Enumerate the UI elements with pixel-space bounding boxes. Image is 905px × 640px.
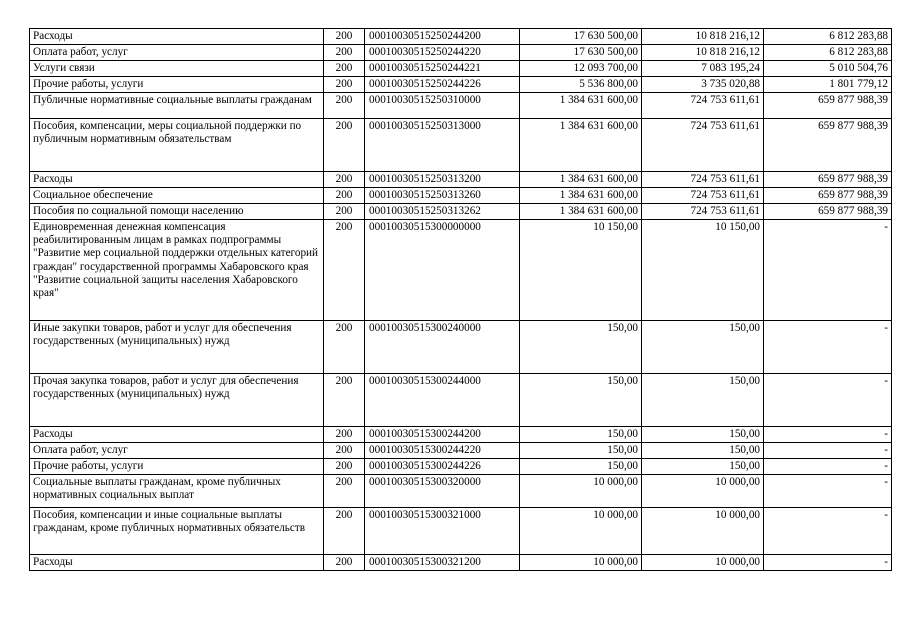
- line-code-cell: 200: [324, 508, 365, 555]
- line-code-cell: 200: [324, 475, 365, 508]
- line-code-cell: 200: [324, 374, 365, 427]
- budget-code-cell: 00010030515250244221: [365, 61, 520, 77]
- line-code-cell: 200: [324, 459, 365, 475]
- approved-amount-cell: 10 150,00: [520, 220, 642, 321]
- item-name-cell: Социальные выплаты гражданам, кроме публичных нормативных социальных выплат: [30, 475, 324, 508]
- approved-amount-cell: 150,00: [520, 443, 642, 459]
- budget-execution-sheet: [29, 28, 892, 571]
- table-body: [30, 29, 892, 571]
- table-row: [30, 374, 892, 427]
- unexecuted-amount-cell: 659 877 988,39: [764, 172, 892, 188]
- budget-code-cell: 00010030515250313262: [365, 204, 520, 220]
- item-name-cell: Расходы: [30, 172, 324, 188]
- item-name-cell: Пособия по социальной помощи населению: [30, 204, 324, 220]
- line-code-cell: 200: [324, 427, 365, 443]
- unexecuted-amount-cell: 659 877 988,39: [764, 204, 892, 220]
- line-code-cell: 200: [324, 443, 365, 459]
- table-row: [30, 204, 892, 220]
- unexecuted-amount-cell: -: [764, 374, 892, 427]
- approved-amount-cell: 1 384 631 600,00: [520, 204, 642, 220]
- executed-amount-cell: 150,00: [642, 459, 764, 475]
- approved-amount-cell: 150,00: [520, 374, 642, 427]
- executed-amount-cell: 150,00: [642, 443, 764, 459]
- unexecuted-amount-cell: -: [764, 459, 892, 475]
- unexecuted-amount-cell: -: [764, 508, 892, 555]
- line-code-cell: 200: [324, 172, 365, 188]
- budget-code-cell: 00010030515300244200: [365, 427, 520, 443]
- executed-amount-cell: 10 150,00: [642, 220, 764, 321]
- table-row: [30, 61, 892, 77]
- executed-amount-cell: 724 753 611,61: [642, 93, 764, 119]
- approved-amount-cell: 10 000,00: [520, 508, 642, 555]
- executed-amount-cell: 724 753 611,61: [642, 204, 764, 220]
- item-name-cell: Публичные нормативные социальные выплаты гражданам: [30, 93, 324, 119]
- item-name-cell: Пособия, компенсации, меры социальной поддержки по публичным нормативным обязательствам: [30, 119, 324, 172]
- unexecuted-amount-cell: 659 877 988,39: [764, 93, 892, 119]
- item-name-cell: Оплата работ, услуг: [30, 443, 324, 459]
- budget-code-cell: 00010030515250313260: [365, 188, 520, 204]
- budget-expenses-table: [29, 28, 892, 571]
- approved-amount-cell: 10 000,00: [520, 555, 642, 571]
- approved-amount-cell: 10 000,00: [520, 475, 642, 508]
- budget-code-cell: 00010030515250313200: [365, 172, 520, 188]
- executed-amount-cell: 10 818 216,12: [642, 29, 764, 45]
- executed-amount-cell: 724 753 611,61: [642, 119, 764, 172]
- table-row: [30, 321, 892, 374]
- executed-amount-cell: 150,00: [642, 321, 764, 374]
- line-code-cell: 200: [324, 119, 365, 172]
- table-row: [30, 29, 892, 45]
- table-row: [30, 443, 892, 459]
- executed-amount-cell: 150,00: [642, 427, 764, 443]
- budget-code-cell: 00010030515300244000: [365, 374, 520, 427]
- item-name-cell: Расходы: [30, 29, 324, 45]
- table-row: [30, 45, 892, 61]
- item-name-cell: Пособия, компенсации и иные социальные выплаты гражданам, кроме публичных нормативных обязательств: [30, 508, 324, 555]
- item-name-cell: Расходы: [30, 427, 324, 443]
- table-row: [30, 508, 892, 555]
- executed-amount-cell: 7 083 195,24: [642, 61, 764, 77]
- budget-code-cell: 00010030515300244226: [365, 459, 520, 475]
- approved-amount-cell: 1 384 631 600,00: [520, 93, 642, 119]
- item-name-cell: Расходы: [30, 555, 324, 571]
- budget-code-cell: 00010030515300321000: [365, 508, 520, 555]
- budget-code-cell: 00010030515300244220: [365, 443, 520, 459]
- line-code-cell: 200: [324, 77, 365, 93]
- budget-code-cell: 00010030515300321200: [365, 555, 520, 571]
- line-code-cell: 200: [324, 321, 365, 374]
- item-name-cell: Прочие работы, услуги: [30, 77, 324, 93]
- approved-amount-cell: 1 384 631 600,00: [520, 119, 642, 172]
- approved-amount-cell: 1 384 631 600,00: [520, 188, 642, 204]
- executed-amount-cell: 724 753 611,61: [642, 188, 764, 204]
- budget-code-cell: 00010030515250244220: [365, 45, 520, 61]
- line-code-cell: 200: [324, 61, 365, 77]
- unexecuted-amount-cell: -: [764, 220, 892, 321]
- approved-amount-cell: 5 536 800,00: [520, 77, 642, 93]
- item-name-cell: Оплата работ, услуг: [30, 45, 324, 61]
- table-row: [30, 119, 892, 172]
- unexecuted-amount-cell: -: [764, 321, 892, 374]
- budget-code-cell: 00010030515250313000: [365, 119, 520, 172]
- approved-amount-cell: 150,00: [520, 459, 642, 475]
- item-name-cell: Прочие работы, услуги: [30, 459, 324, 475]
- executed-amount-cell: 10 818 216,12: [642, 45, 764, 61]
- item-name-cell: Единовременная денежная компенсация реабилитированным лицам в рамках подпрограммы "Развитие мер социальной поддержки отдельных категорий граждан" государственной программы Хабаровского края "Развитие социальной защиты населения Хабаровского края": [30, 220, 324, 321]
- line-code-cell: 200: [324, 220, 365, 321]
- executed-amount-cell: 10 000,00: [642, 475, 764, 508]
- approved-amount-cell: 150,00: [520, 427, 642, 443]
- table-row: [30, 172, 892, 188]
- unexecuted-amount-cell: 1 801 779,12: [764, 77, 892, 93]
- unexecuted-amount-cell: 6 812 283,88: [764, 45, 892, 61]
- unexecuted-amount-cell: 5 010 504,76: [764, 61, 892, 77]
- budget-code-cell: 00010030515250244200: [365, 29, 520, 45]
- budget-code-cell: 00010030515250244226: [365, 77, 520, 93]
- unexecuted-amount-cell: -: [764, 443, 892, 459]
- item-name-cell: Социальное обеспечение: [30, 188, 324, 204]
- line-code-cell: 200: [324, 45, 365, 61]
- line-code-cell: 200: [324, 93, 365, 119]
- budget-code-cell: 00010030515300240000: [365, 321, 520, 374]
- table-row: [30, 555, 892, 571]
- budget-code-cell: 00010030515250310000: [365, 93, 520, 119]
- table-row: [30, 77, 892, 93]
- table-row: [30, 427, 892, 443]
- item-name-cell: Иные закупки товаров, работ и услуг для обеспечения государственных (муниципальных) нужд: [30, 321, 324, 374]
- table-row: [30, 93, 892, 119]
- budget-code-cell: 00010030515300000000: [365, 220, 520, 321]
- unexecuted-amount-cell: -: [764, 555, 892, 571]
- table-row: [30, 459, 892, 475]
- item-name-cell: Прочая закупка товаров, работ и услуг для обеспечения государственных (муниципальных) нужд: [30, 374, 324, 427]
- unexecuted-amount-cell: 659 877 988,39: [764, 188, 892, 204]
- unexecuted-amount-cell: 6 812 283,88: [764, 29, 892, 45]
- approved-amount-cell: 12 093 700,00: [520, 61, 642, 77]
- approved-amount-cell: 17 630 500,00: [520, 45, 642, 61]
- approved-amount-cell: 1 384 631 600,00: [520, 172, 642, 188]
- table-row: [30, 475, 892, 508]
- line-code-cell: 200: [324, 29, 365, 45]
- executed-amount-cell: 10 000,00: [642, 508, 764, 555]
- approved-amount-cell: 150,00: [520, 321, 642, 374]
- table-row: [30, 188, 892, 204]
- item-name-cell: Услуги связи: [30, 61, 324, 77]
- approved-amount-cell: 17 630 500,00: [520, 29, 642, 45]
- line-code-cell: 200: [324, 188, 365, 204]
- table-row: [30, 220, 892, 321]
- unexecuted-amount-cell: 659 877 988,39: [764, 119, 892, 172]
- line-code-cell: 200: [324, 555, 365, 571]
- executed-amount-cell: 724 753 611,61: [642, 172, 764, 188]
- executed-amount-cell: 10 000,00: [642, 555, 764, 571]
- budget-code-cell: 00010030515300320000: [365, 475, 520, 508]
- line-code-cell: 200: [324, 204, 365, 220]
- unexecuted-amount-cell: -: [764, 427, 892, 443]
- executed-amount-cell: 150,00: [642, 374, 764, 427]
- executed-amount-cell: 3 735 020,88: [642, 77, 764, 93]
- unexecuted-amount-cell: -: [764, 475, 892, 508]
